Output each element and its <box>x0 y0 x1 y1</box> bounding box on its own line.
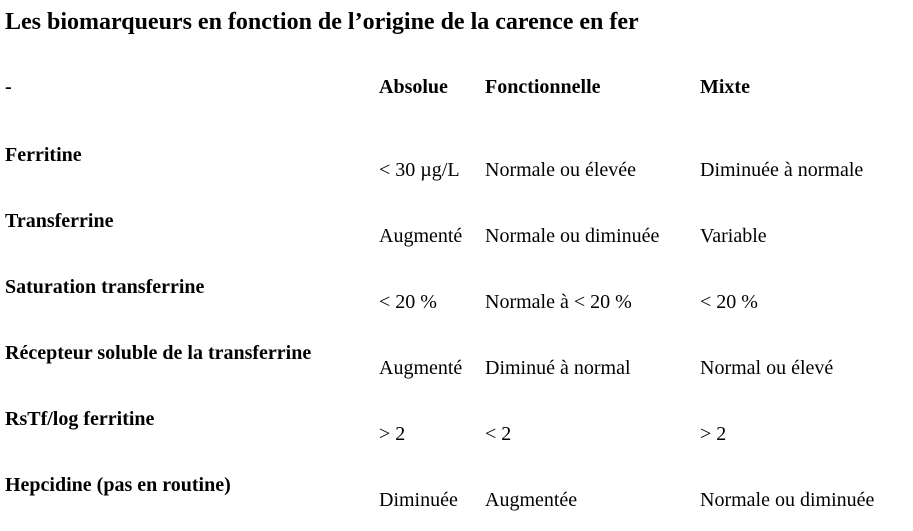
table-cell-absolue: Augmenté <box>379 225 463 247</box>
header-cell-fonctionnelle: Fonctionnelle <box>485 76 601 98</box>
table-row <box>0 140 913 200</box>
table-cell-fonctionnelle: Normale à < 20 % <box>485 291 632 313</box>
row-label: Récepteur soluble de la transferrine <box>5 342 312 364</box>
table-cell-mixte: Diminuée à normale <box>700 159 864 181</box>
table-cell-absolue: < 30 µg/L <box>379 159 460 181</box>
row-label: Hepcidine (pas en routine) <box>5 474 231 496</box>
row-label: Ferritine <box>5 144 82 166</box>
header-cell-mixte: Mixte <box>700 76 750 98</box>
header-cell-empty: - <box>5 76 12 98</box>
table-row <box>0 338 913 398</box>
row-label: Saturation transferrine <box>5 276 205 298</box>
table-cell-mixte: Normal ou élevé <box>700 357 834 379</box>
table-row <box>0 470 913 530</box>
table-cell-fonctionnelle: Normale ou élevée <box>485 159 637 181</box>
table-row <box>0 272 913 332</box>
table-header-row <box>0 72 913 102</box>
table-cell-absolue: < 20 % <box>379 291 437 313</box>
table-cell-absolue: > 2 <box>379 423 406 445</box>
table-cell-fonctionnelle: Normale ou diminuée <box>485 225 660 247</box>
table-cell-absolue: Diminuée <box>379 489 458 511</box>
table-cell-fonctionnelle: < 2 <box>485 423 512 445</box>
table-cell-mixte: Variable <box>700 225 767 247</box>
table-cell-mixte: > 2 <box>700 423 727 445</box>
table-row <box>0 404 913 464</box>
header-cell-absolue: Absolue <box>379 76 448 98</box>
table-cell-fonctionnelle: Diminué à normal <box>485 357 631 379</box>
table-row <box>0 206 913 266</box>
table-cell-mixte: < 20 % <box>700 291 758 313</box>
row-label: Transferrine <box>5 210 114 232</box>
table-cell-absolue: Augmenté <box>379 357 463 379</box>
table-cell-fonctionnelle: Augmentée <box>485 489 578 511</box>
row-label: RsTf/log ferritine <box>5 408 155 430</box>
page-title: Les biomarqueurs en fonction de l’origine de la carence en fer <box>5 9 639 35</box>
table-cell-mixte: Normale ou diminuée <box>700 489 875 511</box>
